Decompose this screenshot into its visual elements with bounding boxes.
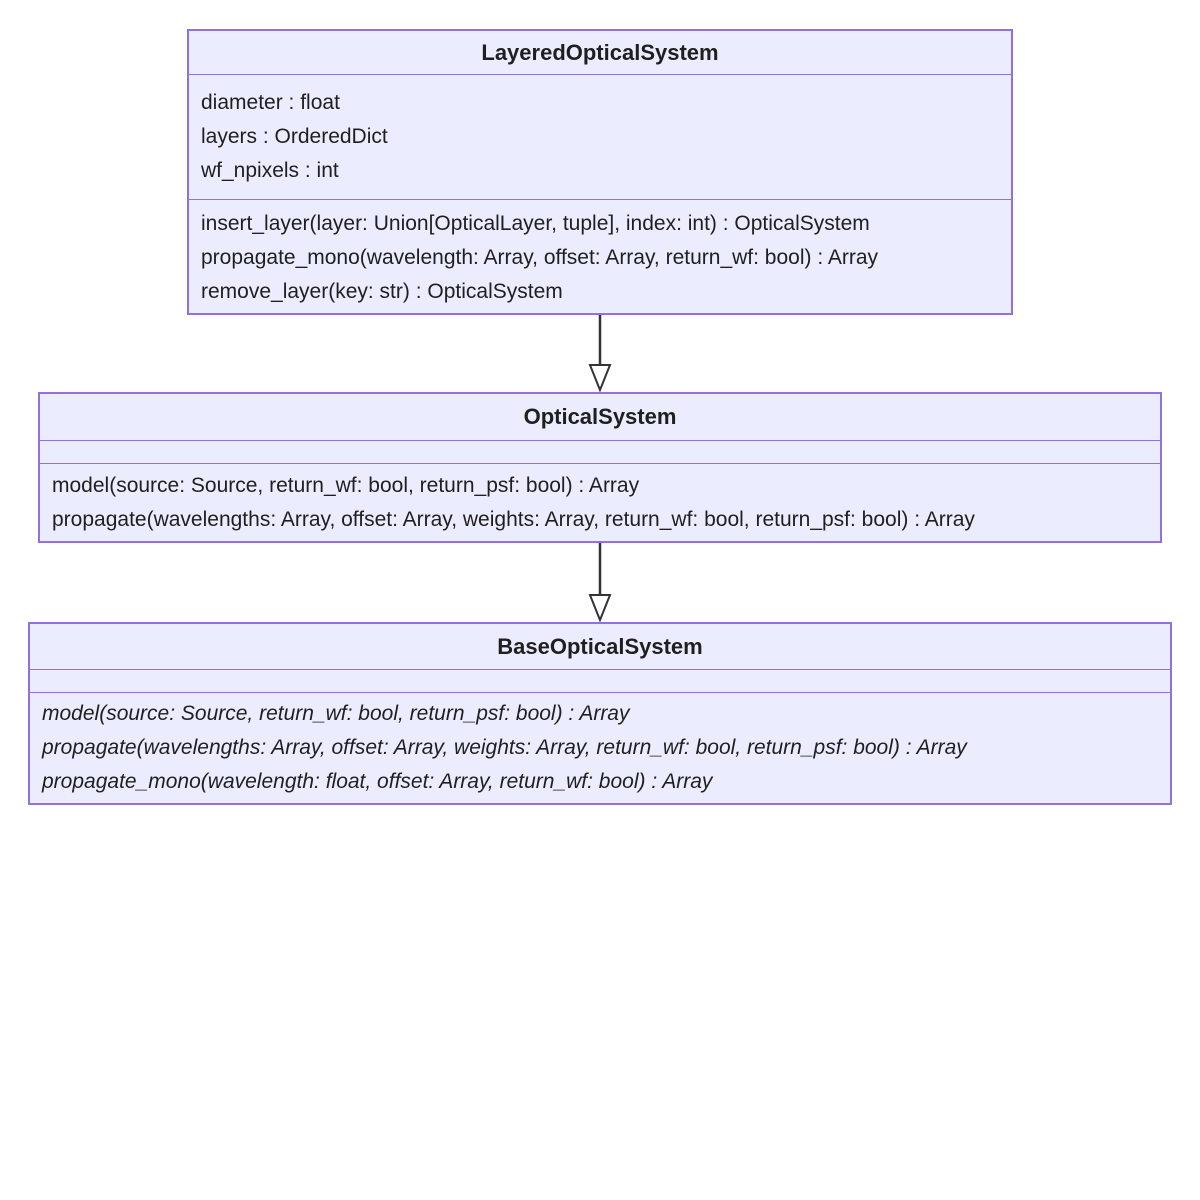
class-box-base-optical-system xyxy=(28,622,1172,805)
attribute: wf_npixels : int xyxy=(201,159,339,182)
attributes-section xyxy=(189,74,1011,199)
attribute: layers : OrderedDict xyxy=(201,125,388,148)
class-box-layered-optical-system xyxy=(187,29,1013,315)
hollow-triangle-arrowhead-icon xyxy=(590,365,610,390)
method: remove_layer(key: str) : OpticalSystem xyxy=(201,279,563,303)
class-title: LayeredOpticalSystem xyxy=(481,39,719,65)
hollow-triangle-arrowhead-icon xyxy=(590,595,610,620)
method: propagate(wavelengths: Array, offset: Array, weights: Array, return_wf: bool, return_psf: bool) : Array xyxy=(52,507,975,531)
method: insert_layer(layer: Union[OpticalLayer, tuple], index: int) : OpticalSystem xyxy=(201,211,870,235)
methods-section xyxy=(30,692,1170,803)
inheritance-arrow xyxy=(585,543,615,622)
attribute: diameter : float xyxy=(201,91,340,114)
method-abstract: propagate(wavelengths: Array, offset: Array, weights: Array, return_wf: bool, return_psf: bool) : Array xyxy=(42,736,967,759)
methods-section xyxy=(40,463,1160,541)
inheritance-arrow xyxy=(585,315,615,392)
method: model(source: Source, return_wf: bool, return_psf: bool) : Array xyxy=(52,473,640,497)
method-abstract: propagate_mono(wavelength: float, offset: Array, return_wf: bool) : Array xyxy=(42,770,713,793)
method-abstract: model(source: Source, return_wf: bool, return_psf: bool) : Array xyxy=(42,702,630,725)
class-title: BaseOpticalSystem xyxy=(497,633,703,659)
methods-section xyxy=(189,199,1011,315)
class-box-optical-system xyxy=(38,392,1162,543)
attributes-section-empty xyxy=(30,669,1170,692)
attributes-section-empty xyxy=(40,440,1160,463)
class-title: OpticalSystem xyxy=(523,404,677,429)
method: propagate_mono(wavelength: Array, offset: Array, return_wf: bool) : Array xyxy=(201,245,879,269)
